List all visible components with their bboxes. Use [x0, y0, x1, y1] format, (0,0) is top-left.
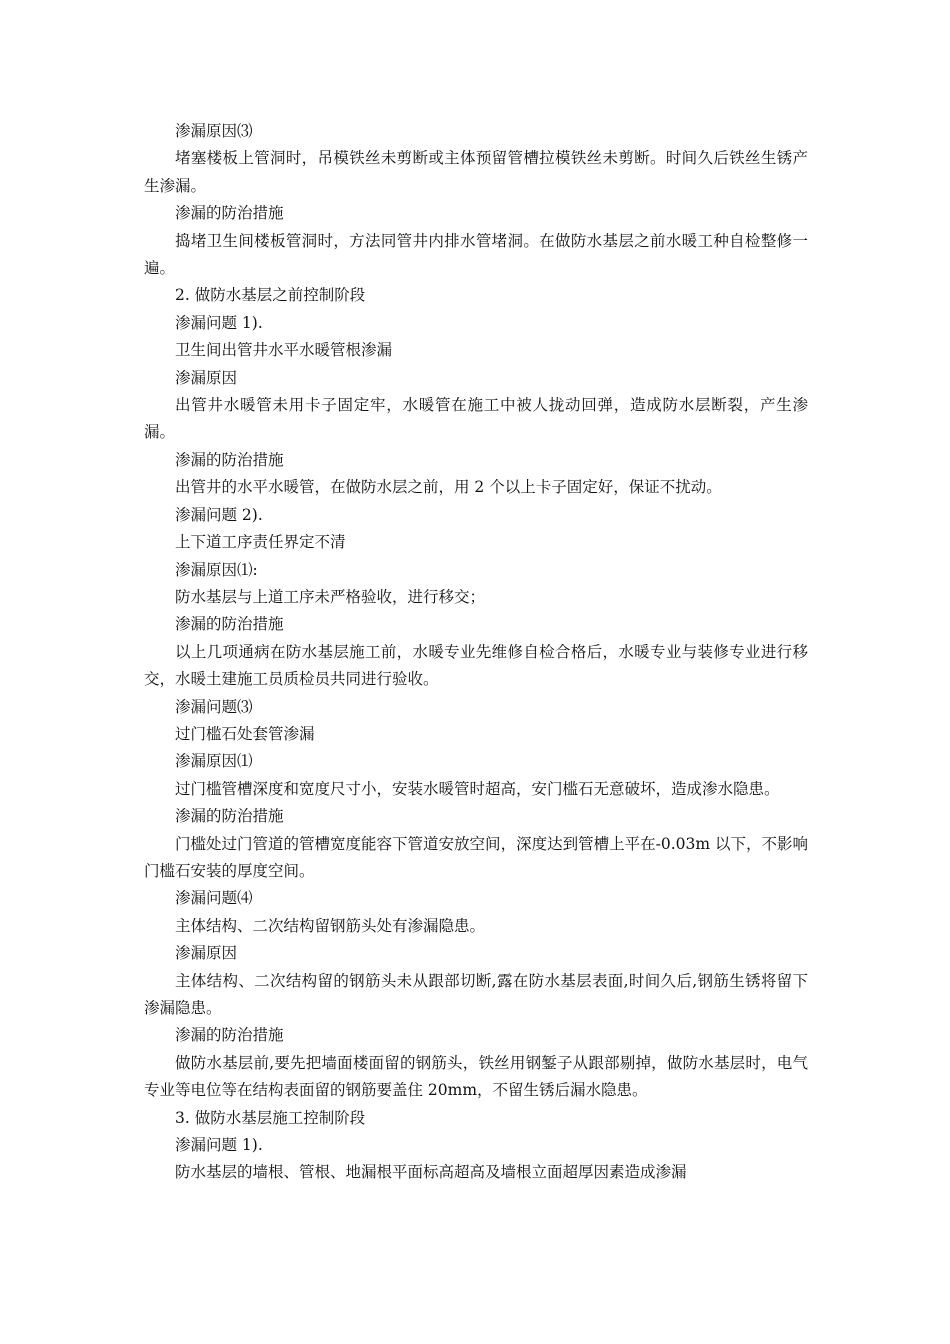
paragraph: 渗漏原因	[175, 368, 238, 387]
paragraph: 以上几项通病在防水基层施工前，水暖专业先维修自检合格后，水暖专业与装修专业进行移交，水暖土建施工员质检员共同进行验收。	[144, 642, 808, 689]
paragraph: 做防水基层前,要先把墙面楼面留的钢筋头，铁丝用钢錾子从跟部剔掉，做防水基层时，电气专业等电位等在结构表面留的钢筋要盖住 20mm，不留生锈后漏水隐患。	[144, 1053, 808, 1100]
paragraph: 渗漏原因⑴	[175, 752, 253, 771]
paragraph: 渗漏原因⑴:	[175, 560, 258, 579]
paragraph: 门槛处过门管道的管槽宽度能容下管道安放空间，深度达到管槽上平在-0.03m 以下，不影响门槛石安装的厚度空间。	[144, 834, 808, 880]
paragraph: 出管井的水平水暖管，在做防水层之前，用 2 个以上卡子固定好，保证不扰动。	[175, 478, 722, 497]
paragraph: 主体结构、二次结构留的钢筋头未从跟部切断,露在防水基层表面,时间久后,钢筋生锈将留下渗漏隐患。	[144, 971, 808, 1017]
paragraph: 渗漏问题⑷	[175, 889, 253, 908]
paragraph: 防水基层的墙根、管根、地漏根平面标高超高及墙根立面超厚因素造成渗漏	[175, 1163, 687, 1182]
paragraph: 堵塞楼板上管洞时，吊模铁丝未剪断或主体预留管槽拉模铁丝未剪断。时间久后铁丝生锈产生渗漏。	[144, 149, 808, 195]
paragraph: 渗漏问题 1).	[175, 1136, 263, 1155]
paragraph: 卫生间出管井水平水暖管根渗漏	[175, 341, 393, 360]
paragraph: 渗漏的防治措施	[175, 615, 284, 634]
paragraph: 防水基层与上道工序未严格验收，进行移交；	[175, 587, 486, 606]
paragraph: 渗漏问题 2).	[175, 505, 263, 524]
paragraph: 渗漏问题 1).	[175, 313, 263, 332]
paragraph: 渗漏问题⑶	[175, 697, 253, 716]
paragraph: 渗漏的防治措施	[175, 204, 284, 223]
document-body	[144, 118, 808, 1187]
section-heading: 2. 做防水基层之前控制阶段	[175, 286, 366, 305]
paragraph: 捣堵卫生间楼板管洞时，方法同管井内排水管堵洞。在做防水基层之前水暖工种自检整修一遍。	[144, 231, 808, 278]
section-heading: 3. 做防水基层施工控制阶段	[175, 1108, 366, 1127]
paragraph: 渗漏的防治措施	[175, 1026, 284, 1045]
paragraph: 过门槛管槽深度和宽度尺寸小，安装水暖管时超高，安门槛石无意破坏，造成渗水隐患。	[175, 779, 780, 798]
paragraph: 过门槛石处套管渗漏	[175, 724, 315, 743]
paragraph: 主体结构、二次结构留钢筋头处有渗漏隐患。	[175, 916, 486, 935]
paragraph: 出管井水暖管未用卡子固定牢，水暖管在施工中被人拢动回弹，造成防水层断裂，产生渗漏。	[144, 396, 808, 442]
paragraph: 上下道工序责任界定不清	[175, 533, 346, 552]
paragraph: 渗漏的防治措施	[175, 450, 284, 469]
paragraph: 渗漏的防治措施	[175, 807, 284, 826]
paragraph: 渗漏原因⑶	[175, 122, 253, 140]
paragraph: 渗漏原因	[175, 944, 238, 963]
